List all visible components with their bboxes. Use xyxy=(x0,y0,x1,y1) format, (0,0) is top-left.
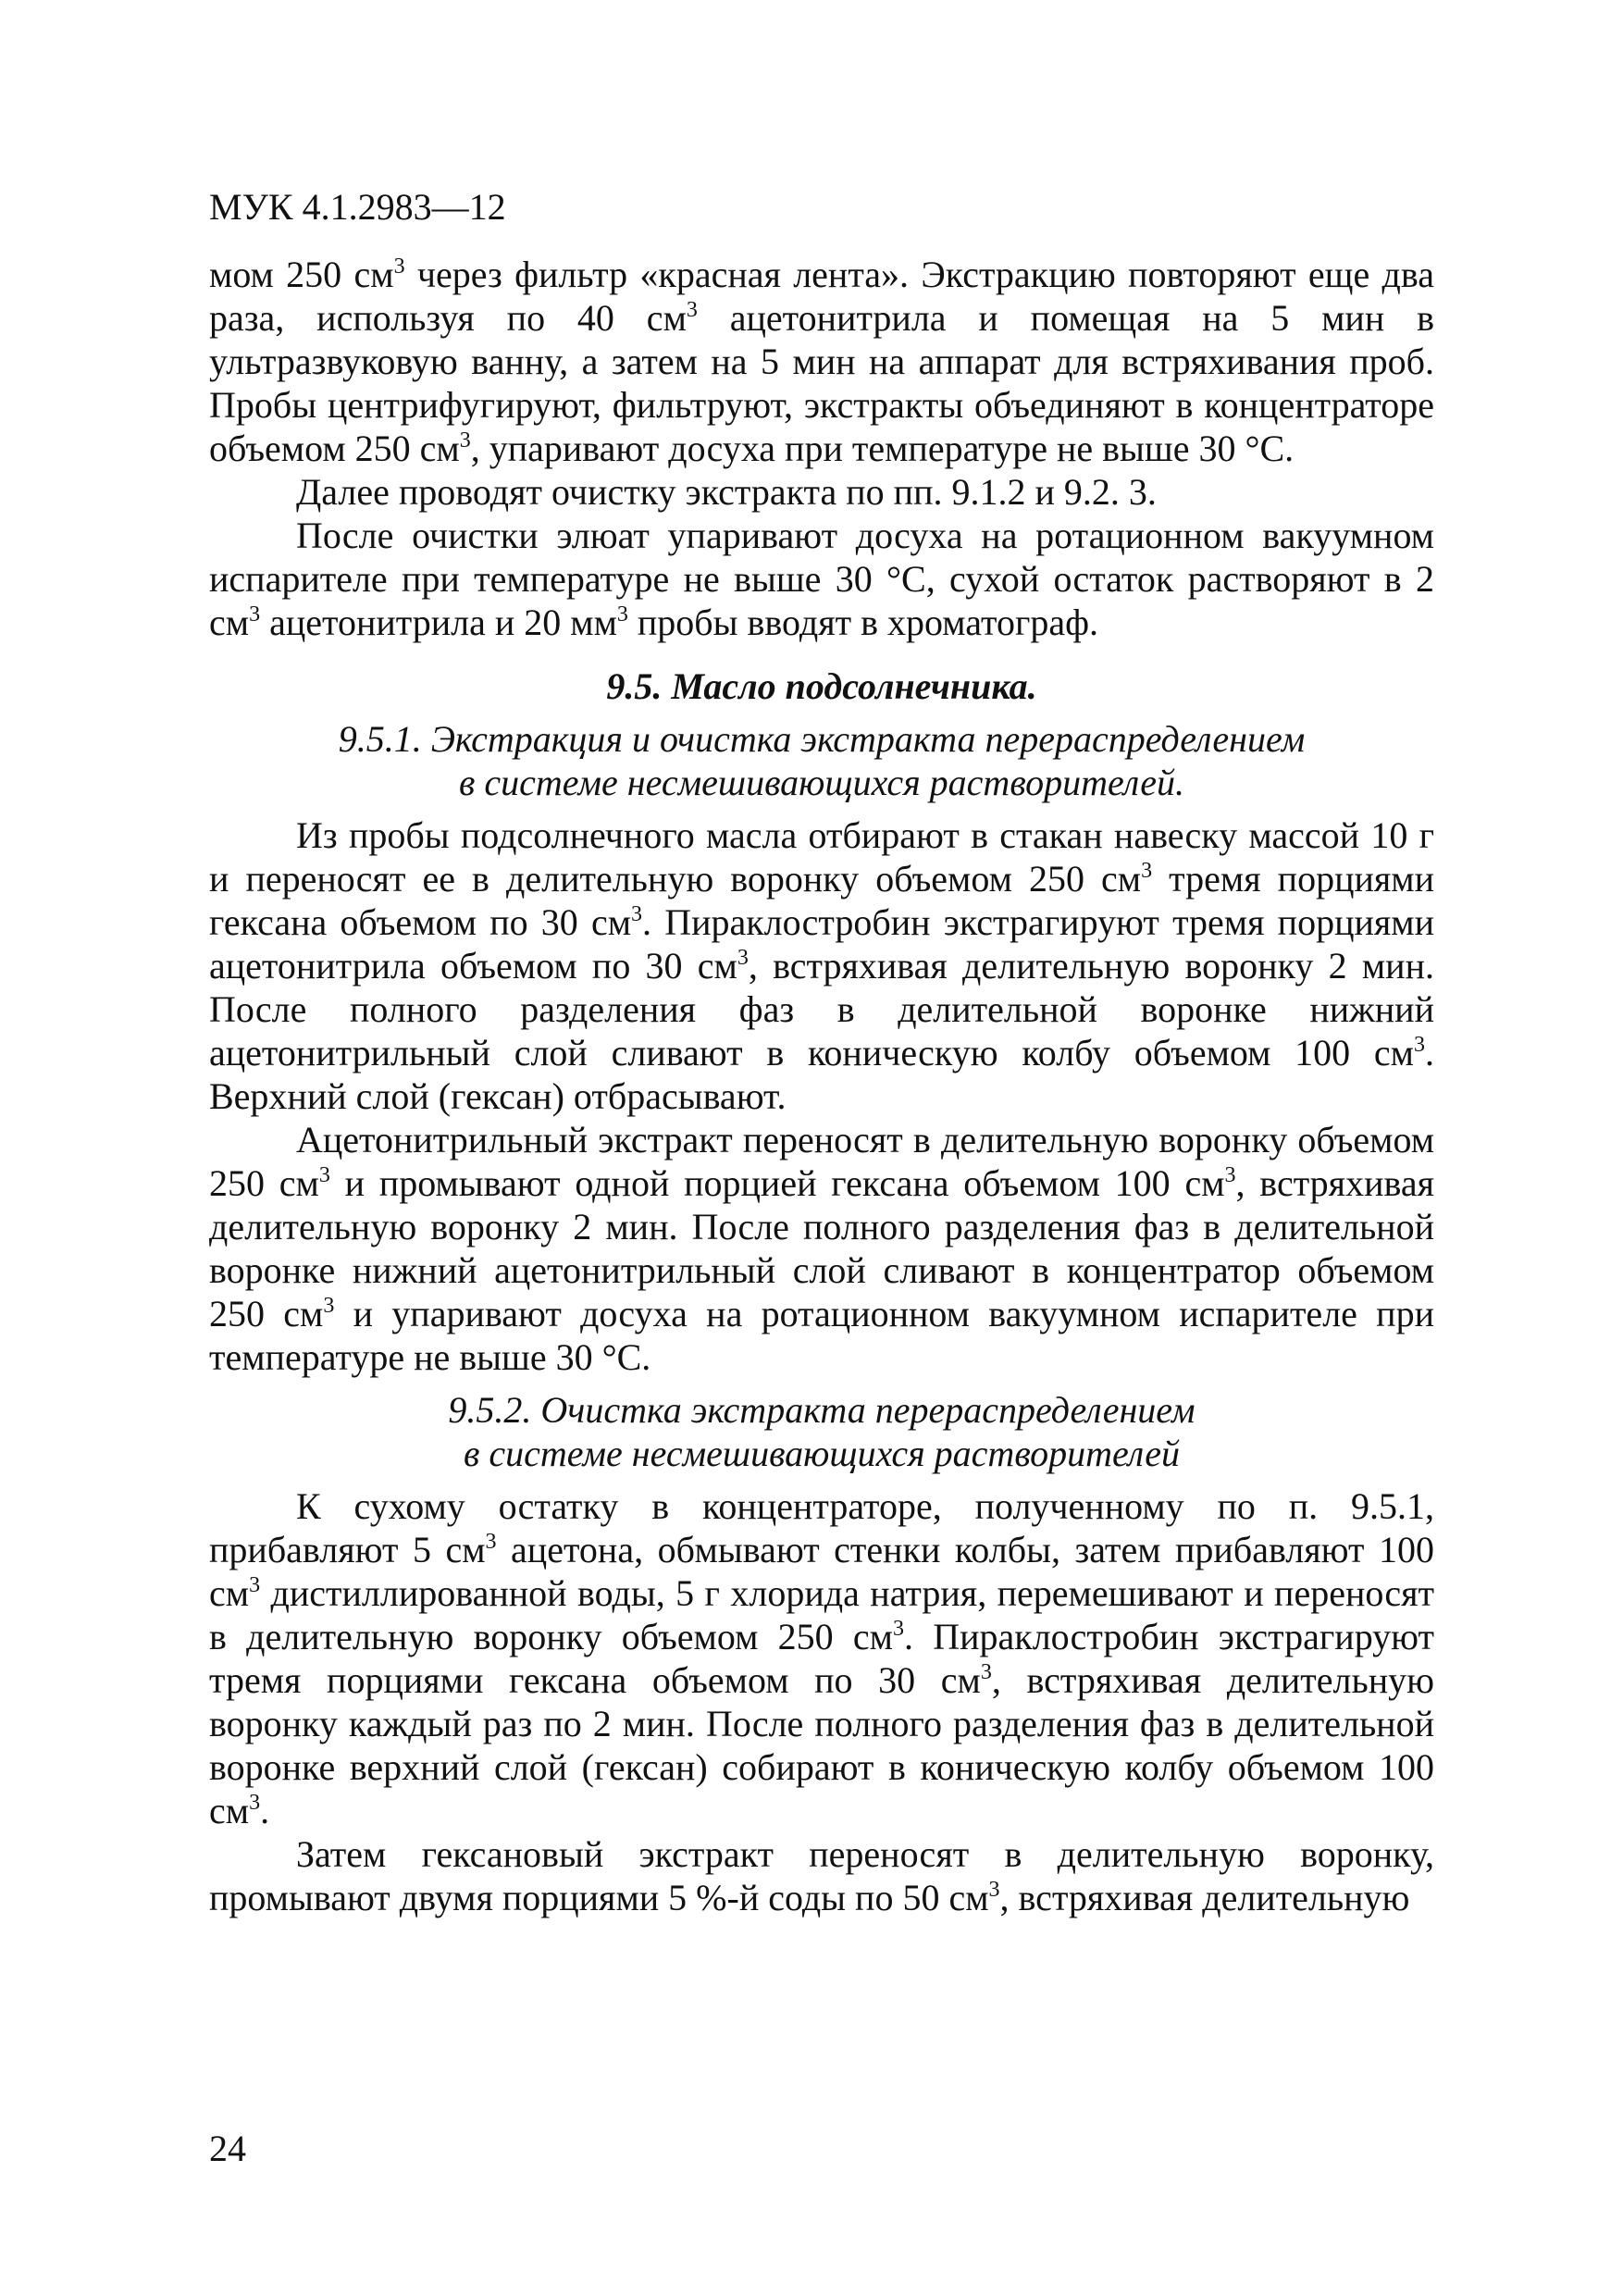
superscript-3: 3 xyxy=(459,428,471,453)
paragraph-dry-residue-cleanup xyxy=(209,1484,1434,1832)
text-run: . Верхний слой (гексан) отбрасывают. xyxy=(209,1032,1434,1117)
superscript-3: 3 xyxy=(318,1163,330,1187)
text-run: . xyxy=(260,1790,270,1831)
text-run: После очистки элюат упаривают досуха на ротационном вакуумном испарителе при температуре не выше 30 °С, сухой остаток растворяют в 2 см xyxy=(209,515,1434,643)
text-run: ацетонитрила и помещая на 5 мин в ультразвуковую ванну, а затем на 5 мин на аппарат для встряхивания проб. Пробы центрифугируют, фильтруют, экстракты объединяют в концентраторе объемом 250 см xyxy=(209,297,1435,469)
subsection-heading-9-5-1-line2: в системе несмешивающихся растворителей. xyxy=(458,762,1184,803)
page-number: 24 xyxy=(209,2128,246,2169)
paragraph-cleanup-reference: Далее проводят очистку экстракта по пп. 9.1.2 и 9.2. 3. xyxy=(296,471,1157,513)
paragraph-eluate-evaporation xyxy=(209,514,1434,644)
text-run: мом 250 см xyxy=(209,254,394,295)
text-run: , встряхивая делительную воронку 2 мин. После полного разделения фаз в делительной воронке нижний ацетонитрильный слой сливают в концентратор объемом 250 см xyxy=(209,1162,1434,1334)
superscript-3: 3 xyxy=(737,946,749,970)
superscript-3: 3 xyxy=(616,602,628,627)
paragraph-acetonitrile-extract xyxy=(209,1118,1434,1379)
text-run: , встряхивая делительную воронку каждый раз по 2 мин. После полного разделения фаз в делительной воронке верхний слой (гексан) собирают в коническую колбу объемом 100 см xyxy=(209,1659,1435,1831)
superscript-3: 3 xyxy=(631,902,643,926)
paragraph-sunflower-oil-sample xyxy=(209,813,1434,1118)
subsection-heading-9-5-1-line1: 9.5.1. Экстракция и очистка экстракта перераспределением xyxy=(338,718,1306,760)
text-run: , упаривают досуха при температуре не выше 30 °С. xyxy=(470,428,1295,469)
text-run: через фильтр «красная лента». Экстракцию повторяют еще два раза, используя по 40 см xyxy=(209,254,1434,339)
superscript-3: 3 xyxy=(892,1617,904,1641)
text-run: и промывают одной порцией гексана объемом 100 см xyxy=(329,1162,1225,1204)
superscript-3: 3 xyxy=(249,1573,261,1597)
text-run: пробы вводят в хроматограф. xyxy=(627,602,1099,643)
text-run: дистиллированной воды, 5 г хлорида натрия, перемешивают и переносят в делительную воронку объемом 250 см xyxy=(209,1572,1434,1657)
subsection-heading-9-5-2-line2: в системе несмешивающихся растворителей xyxy=(463,1433,1180,1474)
superscript-3: 3 xyxy=(323,1294,335,1318)
text-run: Затем гексановый экстракт переносят в делительную воронку, промывают двумя порциями 5 %-й соды по 50 см xyxy=(209,1833,1434,1918)
text-run: . Пираклостробин экстрагируют тремя порциями ацетонитрила объемом по 30 см xyxy=(209,901,1434,987)
paragraph-hexane-extract-wash xyxy=(209,1832,1434,1919)
document-page xyxy=(209,185,1434,1919)
section-heading-9-5: 9.5. Масло подсолнечника. xyxy=(606,665,1037,707)
document-code-header: МУК 4.1.2983—12 xyxy=(209,186,506,228)
superscript-3: 3 xyxy=(1414,1033,1425,1057)
text-run: ацетонитрила и 20 мм xyxy=(260,602,617,643)
text-run: Ацетонитрильный экстракт переносят в делительную воронку объемом 250 см xyxy=(209,1119,1434,1204)
superscript-3: 3 xyxy=(249,1791,261,1815)
text-run: . Пираклостробин экстрагируют тремя порциями гексана объемом по 30 см xyxy=(209,1616,1435,1701)
text-run: , встряхивая делительную воронку 2 мин. После полного разделения фаз в делительной воронке нижний ацетонитрильный слой сливают в коническую колбу объемом 100 см xyxy=(209,945,1434,1074)
superscript-3: 3 xyxy=(485,1530,497,1554)
paragraph-extraction-continued xyxy=(209,253,1434,470)
superscript-3: 3 xyxy=(980,1660,992,1684)
text-run: , встряхивая делительную xyxy=(999,1877,1410,1918)
text-run: тремя порциями гексана объемом по 30 см xyxy=(209,858,1434,943)
text-run: Из пробы подсолнечного масла отбирают в стакан навеску массой 10 г и переносят ее в делительную воронку объемом 250 см xyxy=(209,814,1434,900)
superscript-3: 3 xyxy=(393,254,405,279)
text-run: и упаривают досуха на ротационном вакуумном испарителе при температуре не выше 30 °С. xyxy=(209,1293,1434,1378)
superscript-3: 3 xyxy=(1141,859,1153,883)
text-run: ацетона, обмывают стенки колбы, затем прибавляют 100 см xyxy=(209,1529,1434,1614)
superscript-3: 3 xyxy=(1224,1163,1236,1187)
superscript-3: 3 xyxy=(249,602,261,627)
subsection-heading-9-5-2-line1: 9.5.2. Очистка экстракта перераспределением xyxy=(448,1389,1196,1431)
superscript-3: 3 xyxy=(988,1878,1000,1902)
text-run: К сухому остатку в концентраторе, полученному по п. 9.5.1, прибавляют 5 см xyxy=(209,1485,1434,1570)
superscript-3: 3 xyxy=(686,298,698,322)
